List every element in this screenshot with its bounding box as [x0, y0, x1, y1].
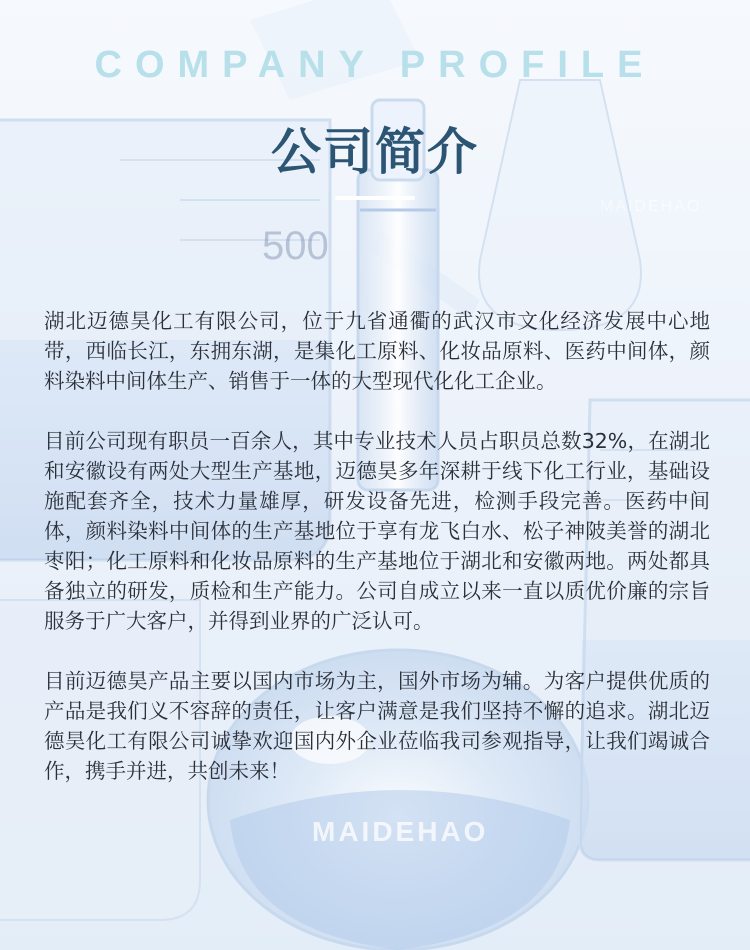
profile-paragraph-intro: 湖北迈德昊化工有限公司，位于九省通衢的武汉市文化经济发展中心地带，西临长江，东拥东湖，是集化工原料、化妆品原料、医药中间体，颜料染料中间体生产、销售于一体的大型现代化化工企业。	[44, 309, 710, 393]
brand-watermark-main: MAIDEHAO	[312, 816, 489, 847]
brand-watermark-side: MAIDEHAO	[600, 198, 702, 215]
section-title-english: COMPANY PROFILE	[94, 44, 656, 86]
beaker-graduation-marking: 500	[262, 224, 329, 268]
title-divider	[335, 196, 415, 200]
profile-paragraph-staff-and-bases: 目前公司现有职员一百余人，其中专业技术人员占职员总数32%，在湖北和安徽设有两处大型生产基地，迈德昊多年深耕于线下化工行业，基础设施配套齐全，技术力量雄厚，研发设备先进，检测手段完善。医药中间体，颜料染料中间体的生产基地位于享有龙飞白水、松子神陂美誉的湖北枣阳；化工原料和化妆品原料的生产基地位于湖北和安徽两地。两处都具备独立的研发，质检和生产能力。公司自成立以来一直以质优价廉的宗旨服务于广大客户，并得到业界的广泛认可。	[44, 429, 710, 633]
company-profile-body	[44, 306, 710, 816]
section-title-chinese: 公司简介	[271, 123, 479, 181]
profile-paragraph-market-and-welcome: 目前迈德昊产品主要以国内市场为主，国外市场为辅。为客户提供优质的产品是我们义不容辞的责任，让客户满意是我们坚持不懈的追求。湖北迈德昊化工有限公司诚挚欢迎国内外企业莅临我司参观指导，让我们竭诚合作，携手并进，共创未来！	[44, 669, 710, 783]
